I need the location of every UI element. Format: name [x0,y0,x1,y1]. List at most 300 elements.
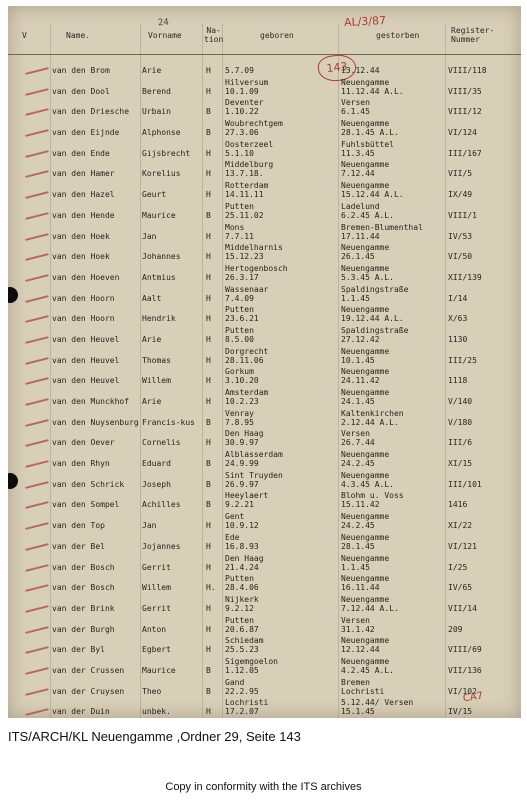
record-died-date: 1.1.45 [341,293,370,303]
record-row [8,119,521,140]
pencil-annotation: 24 [157,17,170,29]
record-born-place: Gand [225,677,245,687]
record-born-place: Nijkerk [225,594,259,604]
record-born-place: Mons [225,222,245,232]
red-check-mark [25,171,49,179]
record-surname: van den Top [52,521,105,531]
record-register-number: VII/5 [448,169,473,179]
record-nationality: H [206,314,211,324]
record-born-place: Ede [225,532,240,542]
header-register-line2: Nummer [451,35,480,44]
record-first-name: Arie [142,66,162,75]
red-check-mark [25,543,49,551]
red-check-mark [25,481,49,489]
record-died-place: Neuengamme [341,636,390,646]
record-surname: van der Bosch [52,583,115,593]
record-died-place: Neuengamme [341,532,390,542]
record-first-name: Willem [142,583,171,593]
record-born-date: 28.11.06 [225,355,264,365]
red-check-mark [25,502,49,510]
record-first-name: Antmius [142,272,176,282]
record-register-number: VI/50 [448,252,473,262]
record-register-number: VI/124 [448,128,477,138]
record-first-name: Jan [142,231,157,241]
record-died-date: 7.12.44 A.L. [341,603,399,613]
record-first-name: Urbain [142,107,171,117]
record-died-date: 6.2.45 A.L. [341,210,394,220]
record-row [8,305,521,326]
record-nationality: B [206,665,211,675]
archive-caption: ITS/ARCH/KL Neuengamme ,Ordner 29, Seite 143 [8,729,301,744]
copy-notice: Copy in conformity with the ITS archives [165,781,362,793]
red-check-mark [25,460,49,468]
record-first-name: Jan [142,521,157,531]
record-born-place: Oosterzeel [225,139,274,149]
record-born-place: Deventer [225,98,264,108]
red-check-mark [25,315,49,323]
record-nationality: H [206,355,211,365]
record-row [8,388,521,409]
record-register-number: III/25 [448,355,477,365]
record-died-place: Neuengamme [341,553,390,563]
record-died-place: Neuengamme [341,450,390,460]
record-first-name: Arie [142,397,162,406]
record-nationality: H [206,169,211,179]
record-died-place: Spaldingstraße [341,325,409,335]
record-row [8,181,521,202]
header-register-line1: Register- [451,26,495,35]
record-nationality: H [206,521,211,531]
record-died-date: 31.1.42 [341,624,375,634]
record-born-place: Hertogenbosch [225,263,288,273]
record-surname: van den Hoorn [52,293,115,303]
record-born-date: 25.5.23 [225,645,259,655]
record-nationality: H [206,231,211,241]
record-born-date: 21.4.24 [225,562,259,572]
record-register-number: VII/14 [448,603,477,613]
record-born-place: Dorgrecht [225,346,269,356]
record-born-date: 25.11.02 [225,210,264,220]
record-died-place: Neuengamme [341,181,390,191]
record-died-place: Versen [341,98,370,108]
record-surname: van den Brom [52,66,110,75]
record-register-number: I/25 [448,562,468,572]
record-first-name: Joseph [142,479,171,489]
record-register-number: X/63 [448,314,468,324]
record-died-place: Neuengamme [341,346,390,356]
record-row [8,223,521,244]
record-first-name: Cornelis [142,438,181,448]
record-born-place: Alblasserdam [225,450,283,460]
record-first-name: Alphonse [142,128,181,138]
record-row [8,429,521,450]
record-died-date: 11.3.45 [341,148,375,158]
record-surname: van den Schrick [52,479,125,489]
record-first-name: Aalt [142,293,162,303]
record-born-date: 5.1.10 [225,148,254,158]
record-register-number: VI/121 [448,541,477,551]
red-check-mark [25,419,49,427]
record-surname: van der Cruysen [52,686,125,696]
record-row [8,554,521,575]
document-scan [8,6,521,718]
record-died-date: 4.3.45 A.L. [341,479,394,489]
header-name: Name. [66,31,91,40]
record-born-date: 10.2.23 [225,397,259,406]
record-died-place: Blohm u. Voss [341,491,404,501]
record-born-date: 28.4.06 [225,583,259,593]
record-nationality: H [206,334,211,344]
record-register-number: VII/136 [448,665,482,675]
record-row [8,698,521,718]
record-row [8,78,521,99]
record-born-place: Lochristi [225,698,269,708]
record-register-number: VIII/1 [448,210,477,220]
record-born-date: 26.9.97 [225,479,259,489]
record-nationality: B [206,459,211,469]
record-rows [8,57,521,718]
record-nationality: B [206,686,211,696]
record-died-place: Spaldingstraße [341,284,409,294]
circled-page-number: 143 [317,53,358,83]
header-register [451,26,494,44]
record-nationality: B [206,417,211,427]
record-surname: van den Ende [52,148,110,158]
record-born-date: 10.9.12 [225,521,259,531]
record-register-number: III/167 [448,148,482,158]
record-nationality: B [206,210,211,220]
record-row [8,636,521,657]
record-died-date: 13.12.44 [341,66,380,75]
header-rule [8,54,521,55]
red-check-mark [25,357,49,365]
red-check-mark [25,336,49,344]
record-died-place: Neuengamme [341,119,390,129]
record-nationality: H [206,707,211,717]
record-born-date: 23.6.21 [225,314,259,324]
record-nationality: H [206,66,211,75]
record-surname: van den Hoek [52,231,110,241]
record-died-place: Neuengamme [341,243,390,253]
record-row [8,367,521,388]
record-died-place: Neuengamme [341,470,390,480]
record-row [8,574,521,595]
red-check-mark [25,88,49,96]
record-died-date: 28.1.45 [341,541,375,551]
record-nationality: H [206,562,211,572]
record-row [8,616,521,637]
record-first-name: Jojannes [142,541,181,551]
record-died-place: Neuengamme [341,594,390,604]
red-check-mark [25,67,49,75]
record-died-place: Bremen [341,677,370,687]
record-register-number: XI/15 [448,459,473,469]
record-register-number: III/6 [448,438,473,448]
record-first-name: Berend [142,86,171,96]
record-died-date: 15.11.42 [341,500,380,510]
record-born-place: Venray [225,408,254,418]
record-first-name: Gerrit [142,562,171,572]
record-died-date: 15.12.44 A.L. [341,190,404,200]
record-first-name: Francis-kus [142,417,195,427]
red-check-mark [25,564,49,572]
header-born: geboren [260,31,294,40]
archive-stamp-top: AL/3/87 [343,13,387,30]
record-row [8,140,521,161]
header-nation [204,26,223,44]
record-nationality: H [206,86,211,96]
record-surname: van den Hende [52,210,115,220]
record-nationality: H [206,541,211,551]
record-born-date: 3.10.20 [225,376,259,386]
record-row [8,409,521,430]
record-surname: van den Rhyn [52,459,110,469]
record-register-number: VI/102 [448,686,477,696]
record-surname: van den Hamer [52,169,115,179]
record-born-place: Gorkum [225,367,254,377]
record-died-date: 12.12.44 [341,645,380,655]
record-row [8,533,521,554]
record-born-place: Rotterdam [225,181,269,191]
record-register-number: VIII/69 [448,645,482,655]
record-died-place: Ladelund [341,201,380,211]
red-check-mark [25,584,49,592]
record-born-place: Sigemgoelon [225,656,278,666]
record-row [8,264,521,285]
record-row [8,512,521,533]
record-died-date: 24.2.45 [341,521,375,531]
record-nationality: H. [206,583,216,593]
record-died-date: Lochristi [341,686,385,696]
red-check-mark [25,667,49,675]
record-died-date: 7.12.44 [341,169,375,179]
record-died-place: Versen [341,429,370,439]
record-born-date: 5.7.09 [225,66,254,75]
record-born-date: 1.12.05 [225,665,259,675]
record-born-place: Putten [225,325,254,335]
red-check-mark [25,274,49,282]
record-died-place: Neuengamme [341,305,390,315]
record-first-name: Eduard [142,459,171,469]
record-first-name: unbek. [142,707,171,717]
record-born-place: Den Haag [225,429,264,439]
record-died-place: Fuhlsbüttel [341,139,394,149]
record-born-date: 7.7.11 [225,231,254,241]
record-register-number: V/180 [448,417,473,427]
record-nationality: H [206,397,211,406]
record-born-place: Middelburg [225,160,274,170]
record-died-date: 11.12.44 A.L. [341,86,404,96]
record-born-place: Putten [225,615,254,625]
record-surname: van den Munckhof [52,397,130,406]
record-died-date: 26.1.45 [341,252,375,262]
record-nationality: B [206,128,211,138]
record-row [8,657,521,678]
header-nation-line1: Na- [206,26,221,35]
record-died-date: 24.11.42 [341,376,380,386]
record-died-place: Bremen-Blumenthal [341,222,423,232]
record-register-number: 1130 [448,334,468,344]
record-died-date: 1.1.45 [341,562,370,572]
record-born-date: 9.2.21 [225,500,254,510]
record-register-number: 1118 [448,376,468,386]
record-born-place: Hilversum [225,77,269,87]
record-surname: van den Heuvel [52,334,120,344]
record-born-date: 1.10.22 [225,107,259,117]
record-died-place: Neuengamme [341,263,390,273]
record-died-place: Versen [341,615,370,625]
record-first-name: Anton [142,624,167,634]
record-died-place: Neuengamme [341,367,390,377]
record-first-name: Maurice [142,210,176,220]
record-born-date: 9.2.12 [225,603,254,613]
record-born-date: 27.3.06 [225,128,259,138]
record-register-number: IV/53 [448,231,473,241]
record-surname: van der Burgh [52,624,115,634]
record-register-number: IV/15 [448,707,473,717]
record-register-number: I/14 [448,293,468,303]
record-first-name: Geurt [142,190,167,200]
record-register-number: III/101 [448,479,482,489]
record-row [8,347,521,368]
record-born-place: Amsterdam [225,388,269,397]
red-check-mark [25,150,49,158]
record-born-place: Putten [225,305,254,315]
record-died-date: 5.3.45 A.L. [341,272,394,282]
record-first-name: Maurice [142,665,176,675]
record-born-place: Gent [225,512,245,522]
record-born-place: Putten [225,574,254,584]
record-surname: van der Crussen [52,665,125,675]
record-born-date: 16.8.93 [225,541,259,551]
red-check-mark [25,191,49,199]
record-register-number: IV/65 [448,583,473,593]
record-row [8,326,521,347]
record-surname: van der Bosch [52,562,115,572]
record-surname: van den Eijnde [52,128,120,138]
record-first-name: Willem [142,376,171,386]
record-surname: van den Heuvel [52,355,120,365]
record-row [8,243,521,264]
record-register-number: 1416 [448,500,468,510]
header-v: V [22,31,27,40]
red-check-mark [25,398,49,406]
red-check-mark [25,233,49,241]
record-row [8,491,521,512]
record-born-place: Sint Truyden [225,470,283,480]
red-check-mark [25,253,49,261]
record-born-date: 22.2.95 [225,686,259,696]
record-died-place: Neuengamme [341,574,390,584]
record-born-place: Woubrechtgem [225,119,283,129]
record-surname: van den Oever [52,438,115,448]
record-row [8,471,521,492]
record-born-place: Middelharnis [225,243,283,253]
punch-hole-dot [8,287,18,303]
red-check-mark [25,440,49,448]
record-died-place: Neuengamme [341,77,390,87]
record-died-date: 10.1.45 [341,355,375,365]
record-born-date: 17.2.07 [225,707,259,717]
record-row [8,160,521,181]
record-born-date: 30.9.97 [225,438,259,448]
record-born-date: 20.6.87 [225,624,259,634]
record-surname: van den Hoek [52,252,110,262]
record-died-place: Neuengamme [341,160,390,170]
record-first-name: Thomas [142,355,171,365]
red-check-mark [25,522,49,530]
record-born-date: 10.1.09 [225,86,259,96]
record-register-number: VIII/12 [448,107,482,117]
record-died-date: 6.1.45 [341,107,370,117]
red-check-mark [25,212,49,220]
record-died-place: Neuengamme [341,512,390,522]
record-nationality: H [206,272,211,282]
record-row [8,285,521,306]
record-nationality: B [206,479,211,489]
record-born-place: Putten [225,201,254,211]
record-row [8,595,521,616]
record-first-name: Achilles [142,500,181,510]
red-check-mark [25,626,49,634]
record-nationality: H [206,624,211,634]
record-register-number: V/140 [448,397,473,406]
record-register-number: XII/139 [448,272,482,282]
record-first-name: Gijsbrecht [142,148,191,158]
red-check-mark [25,129,49,137]
record-born-date: 7.4.09 [225,293,254,303]
record-first-name: Arie [142,334,162,344]
red-check-mark [25,605,49,613]
record-died-date: 26.7.44 [341,438,375,448]
record-died-date: 4.2.45 A.L. [341,665,394,675]
record-nationality: H [206,293,211,303]
record-born-date: 13.7.18. [225,169,264,179]
record-died-date: 24.1.45 [341,397,375,406]
record-surname: van der Duin [52,707,110,717]
header-nation-line2: tion [204,35,224,44]
record-born-place: Schiedam [225,636,264,646]
record-died-date: 24.2.45 [341,459,375,469]
record-nationality: H [206,190,211,200]
record-nationality: B [206,500,211,510]
record-born-place: Wassenaar [225,284,269,294]
record-died-date: 27.12.42 [341,334,380,344]
red-check-mark [25,295,49,303]
record-register-number: IX/49 [448,190,473,200]
record-register-number: VIII/35 [448,86,482,96]
record-surname: van den Sompel [52,500,120,510]
record-register-number: XI/22 [448,521,473,531]
record-nationality: H [206,645,211,655]
red-check-mark [25,109,49,117]
record-born-place: Heeylaert [225,491,269,501]
record-row [8,678,521,699]
record-surname: van der Bel [52,541,105,551]
archive-stamp-bottom: CA7 [462,690,484,705]
record-surname: van den Dool [52,86,110,96]
punch-hole-dot [8,473,18,489]
record-surname: van den Heuvel [52,376,120,386]
header-died: gestorben [376,31,420,40]
record-born-date: 8.5.00 [225,334,254,344]
record-row [8,57,521,78]
record-died-place: Kaltenkirchen [341,408,404,418]
record-first-name: Hendrik [142,314,176,324]
record-register-number: 209 [448,624,463,634]
record-nationality: H [206,438,211,448]
red-check-mark [25,688,49,696]
